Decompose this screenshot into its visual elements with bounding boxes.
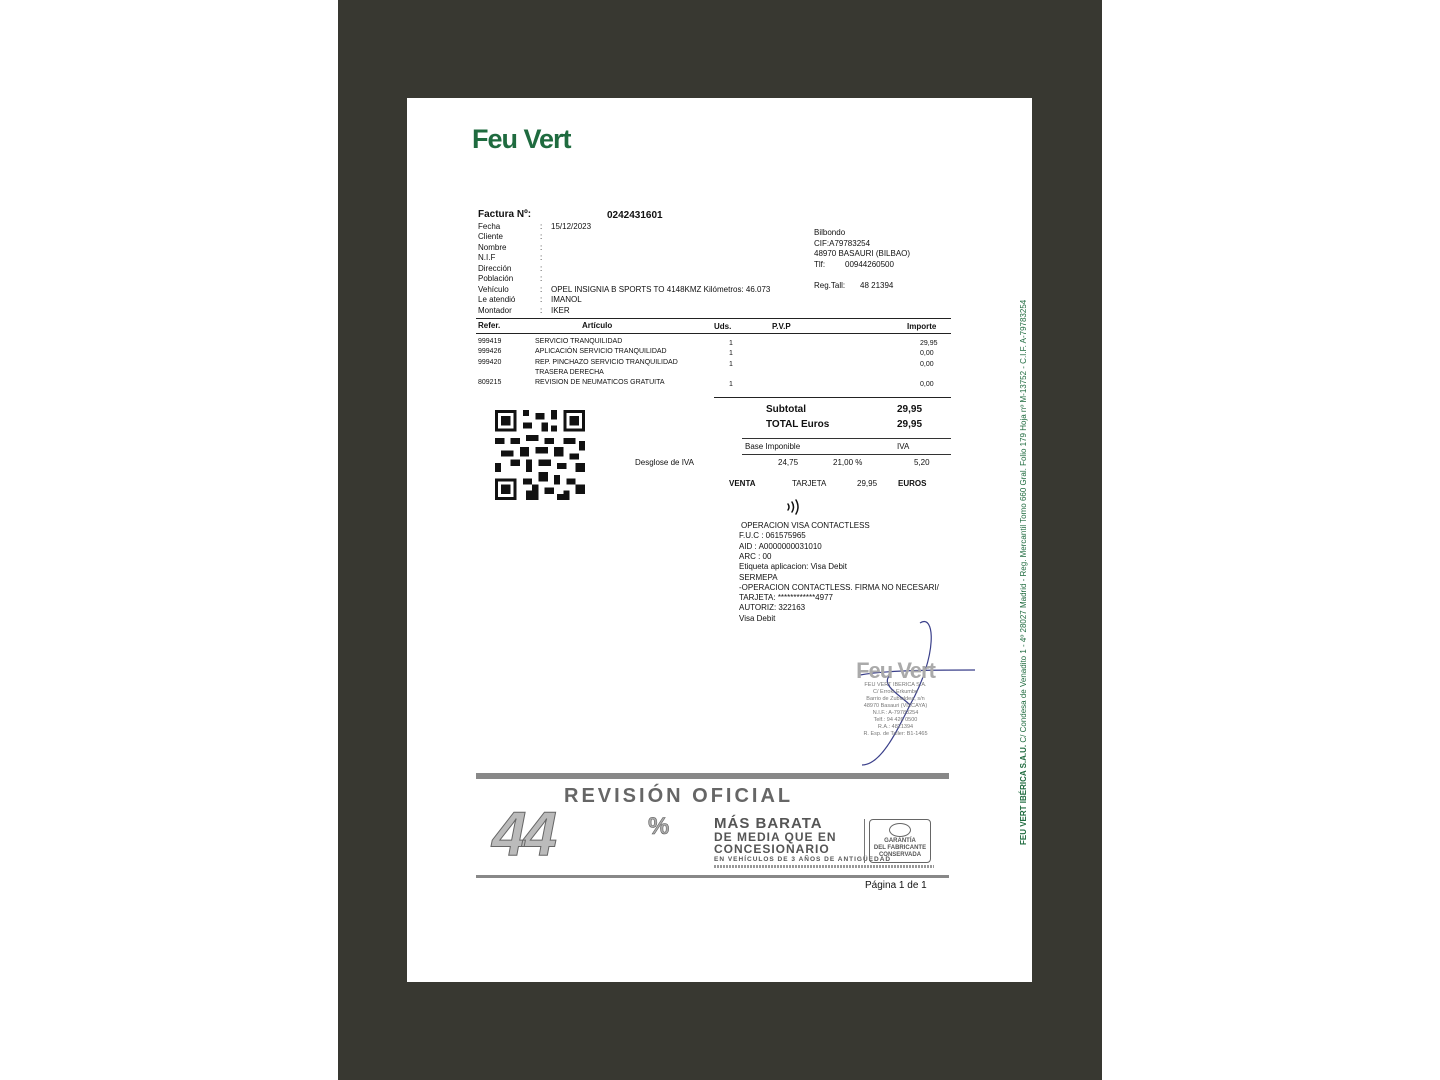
col-units: Uds. [714, 322, 732, 331]
shop-name: Bilbondo [814, 228, 846, 237]
payment-method: TARJETA [792, 479, 827, 488]
base-label: Base Imponible [745, 442, 801, 451]
iva-value: 5,20 [914, 458, 930, 467]
stamp-line: R.A.: 4821394 [877, 724, 914, 730]
row-units: 1 [729, 350, 733, 357]
total-value: 29,95 [897, 419, 923, 430]
iva-label: IVA [897, 442, 910, 451]
stamp-brand: Feu Vert [856, 658, 935, 683]
desglose-label: Desglose de IVA [635, 458, 694, 467]
row-article: REVISION DE NEUMATICOS GRATUITA [535, 379, 665, 386]
vertical-legal-text [1019, 300, 1028, 845]
row-ref: 999419 [478, 338, 502, 345]
field-label: Nombre [478, 243, 507, 252]
receipt-line: AID : A0000000031010 [739, 541, 822, 551]
iva-rate: 21,00 % [833, 458, 863, 467]
shop-reg-label: Reg.Tall: [814, 281, 846, 290]
receipt-line: ARC : 00 [739, 551, 772, 561]
field-label: Población [478, 274, 514, 283]
field-value: 15/12/2023 [551, 222, 592, 231]
row-ref: 809215 [478, 379, 502, 386]
shop-cif: CIF:A79783254 [814, 239, 871, 248]
stamp-line: Telf.: 94 426 0500 [873, 717, 918, 723]
receipt-line: Etiqueta aplicacion: Visa Debit [739, 562, 847, 572]
receipt-line: SERMEPA [739, 572, 778, 582]
field-colon: : [540, 243, 543, 252]
field-label: N.I.F [478, 253, 496, 262]
receipt-line: TARJETA: ************4977 [739, 593, 833, 603]
stamp-line: R. Esp. de Taller: B1-1465 [863, 731, 928, 737]
shop-tlf: 00944260500 [845, 260, 894, 269]
field-colon: : [540, 295, 543, 304]
row-amount: 0,00 [920, 350, 934, 357]
field-label: Fecha [478, 222, 501, 231]
banner-line1: MÁS BARATA [714, 815, 823, 832]
banner-fine-print [714, 865, 934, 868]
payment-amount: 29,95 [857, 479, 878, 488]
banner-top-rule [476, 773, 949, 779]
banner-big-number: 44 [492, 800, 553, 869]
table-header-rule [476, 333, 951, 334]
total-label: TOTAL Euros [766, 419, 830, 430]
invoice-number: 0242431601 [607, 210, 663, 221]
stamp-line: FEU VERT IBERICA S.A. [864, 682, 927, 688]
shop-reg: 48 21394 [860, 281, 894, 290]
receipt-line: Visa Debit [739, 613, 776, 623]
banner-title: REVISIÓN OFICIAL [564, 785, 794, 807]
row-amount: 0,00 [920, 361, 934, 368]
stamp-line: Barrio de Zubialdea, s/n [866, 696, 925, 702]
row-units: 1 [729, 361, 733, 368]
field-colon: : [540, 232, 543, 241]
field-colon: : [540, 306, 543, 315]
badge-line3: CONSERVADA [878, 852, 922, 858]
table-top-rule [476, 318, 951, 319]
col-pvp: P.V.P [772, 322, 791, 331]
field-label: Vehículo [478, 285, 509, 294]
venta-label: VENTA [729, 479, 756, 488]
base-value: 24,75 [778, 458, 799, 467]
subtotal-value: 29,95 [897, 404, 923, 415]
stamp-line: 48970 Basauri (VIZCAYA) [863, 703, 928, 709]
stamp-line: N.I.F.: A-79783254 [872, 710, 919, 716]
banner-divider [864, 819, 865, 863]
shop-address: 48970 BASAURI (BILBAO) [814, 249, 911, 258]
field-label: Dirección [478, 264, 512, 273]
qr-code [495, 410, 585, 500]
warranty-icon [889, 823, 911, 837]
row-ref: 999420 [478, 359, 502, 366]
badge-line2: DEL FABRICANTE [873, 845, 927, 851]
field-label: Le atendió [478, 295, 516, 304]
banner-percent: % [648, 813, 670, 840]
stamp-line: C/ Erroki Erkumbe [873, 689, 918, 695]
row-units: 1 [729, 340, 733, 347]
field-value: IMANOL [551, 295, 582, 304]
receipt-line: -OPERACION CONTACTLESS. FIRMA NO NECESARI/ [739, 582, 939, 592]
payment-currency: EUROS [898, 479, 927, 488]
row-units: 1 [729, 381, 733, 388]
subtotal-label: Subtotal [766, 404, 806, 415]
field-colon: : [540, 253, 543, 262]
row-ref: 999426 [478, 348, 502, 355]
col-amount: Importe [907, 322, 937, 331]
col-article: Artículo [582, 321, 613, 330]
row-article: SERVICIO TRANQUILIDAD [535, 338, 623, 345]
field-label: Cliente [478, 232, 503, 241]
vertical-address: C/ Condesa de Venadito 1 - 4º 28027 Madrid - Reg. Mercantil Tomo 660 Gral. Folio 179 Hoja nº M-13752 - C.I.F. A-79783254 [1019, 299, 1028, 743]
banner-bottom-rule [476, 875, 949, 878]
receipt-line: AUTORIZ: 322163 [739, 603, 806, 613]
totals-rule [714, 397, 951, 398]
receipt-line: F.U.C : 061575965 [739, 531, 806, 541]
field-colon: : [540, 222, 543, 231]
company-stamp [848, 660, 943, 738]
iva-top-rule [742, 438, 951, 439]
field-colon: : [540, 274, 543, 283]
banner-line4: EN VEHÍCULOS DE 3 AÑOS DE ANTIGÜEDAD [714, 856, 892, 863]
field-colon: : [540, 264, 543, 273]
row-article-cont: TRASERA DERECHA [535, 369, 604, 376]
banner-line2: DE MEDIA QUE EN [714, 830, 837, 844]
contactless-icon [784, 498, 802, 516]
field-label: Montador [478, 306, 512, 315]
invoice-number-label: Factura Nº: [478, 209, 532, 220]
col-ref: Refer. [478, 321, 501, 330]
banner-line3: CONCESIONARIO [714, 842, 830, 856]
warranty-badge [869, 819, 931, 863]
row-amount: 0,00 [920, 381, 934, 388]
row-article: APLICACIÓN SERVICIO TRANQUILIDAD [535, 348, 667, 355]
row-amount: 29,95 [920, 340, 938, 347]
field-colon: : [540, 285, 543, 294]
row-article: REP. PINCHAZO SERVICIO TRANQUILIDAD [535, 359, 678, 366]
iva-mid-rule [742, 454, 951, 455]
field-value: OPEL INSIGNIA B SPORTS TO 4148KMZ Kilómetros: 46.073 [551, 285, 771, 294]
badge-line1: GARANTÍA [884, 838, 916, 844]
revision-banner [476, 773, 949, 879]
vertical-company: FEU VERT IBÉRICA S.A.U. [1019, 744, 1028, 845]
field-value: IKER [551, 306, 570, 315]
brand-logo: Feu Vert [472, 124, 571, 154]
page-number: Página 1 de 1 [865, 880, 927, 891]
shop-tlf-label: Tlf: [814, 260, 826, 269]
receipt-line: OPERACION VISA CONTACTLESS [741, 521, 870, 530]
